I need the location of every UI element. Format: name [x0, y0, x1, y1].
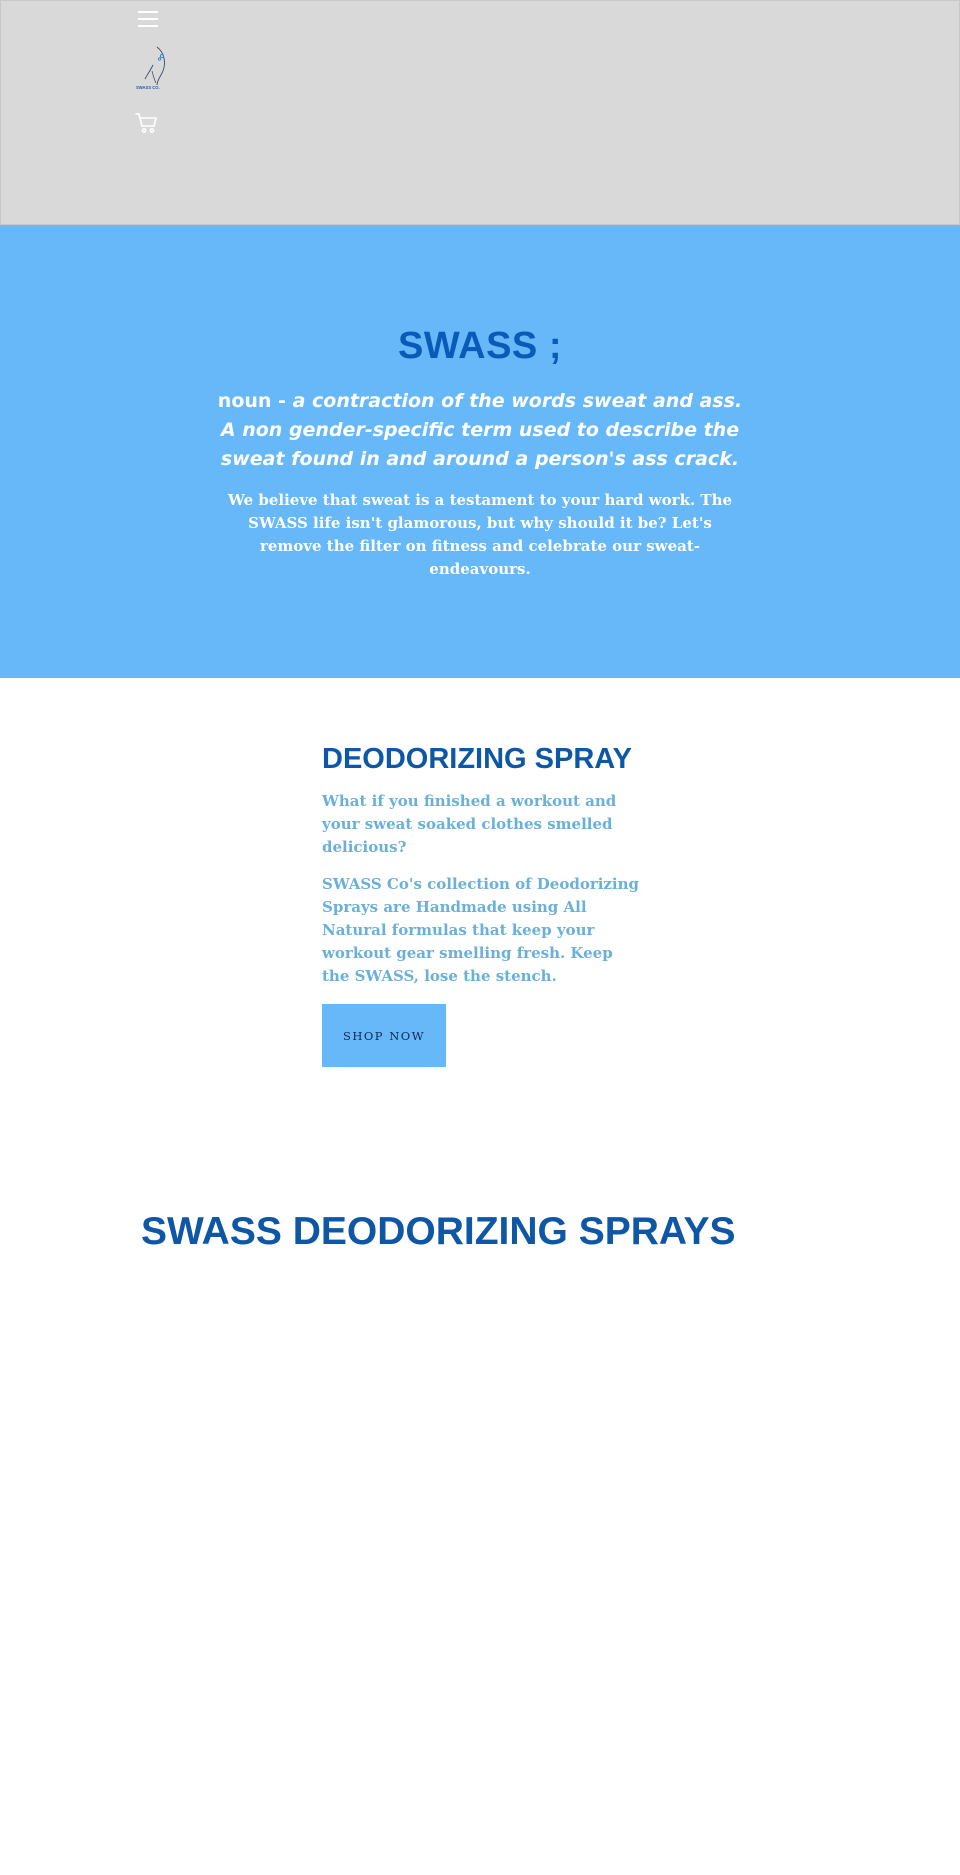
swass-co-logo[interactable]: [135, 45, 169, 91]
shopping-cart-icon[interactable]: [135, 111, 159, 135]
feature-title: DEODORIZING SPRAY: [322, 743, 632, 775]
definition-text: a contraction of the words sweat and ass. A non gender-specific term used to describe the sweat found in and around a person's ass crack.: [220, 390, 743, 470]
hero-title: SWASS ;: [398, 325, 562, 367]
collection-title: SWASS DEODORIZING SPRAYS: [141, 1210, 736, 1253]
feature-paragraph-2: SWASS Co's collection of Deodorizing Sprays are Handmade using All Natural formulas that keep your workout gear smelling fresh. Keep the SWASS, lose the stench.: [322, 875, 640, 985]
hero-section: [0, 225, 960, 678]
deodorizing-spray-feature: [322, 740, 642, 1067]
site-header: [0, 0, 960, 225]
feature-paragraph-1: What if you finished a workout and your sweat soaked clothes smelled delicious?: [322, 792, 617, 856]
hero-definition: [210, 387, 750, 474]
logo-text: SWASS CO.: [136, 85, 160, 90]
shop-now-button[interactable]: SHOP NOW: [322, 1004, 446, 1067]
hamburger-menu-icon[interactable]: [138, 11, 158, 27]
definition-noun: noun -: [217, 390, 286, 412]
hero-body-text: We believe that sweat is a testament to your hard work. The SWASS life isn't glamorous, but why should it be? Let's remove the filter on fitness and celebrate our sweat-endeavours.: [227, 491, 733, 578]
